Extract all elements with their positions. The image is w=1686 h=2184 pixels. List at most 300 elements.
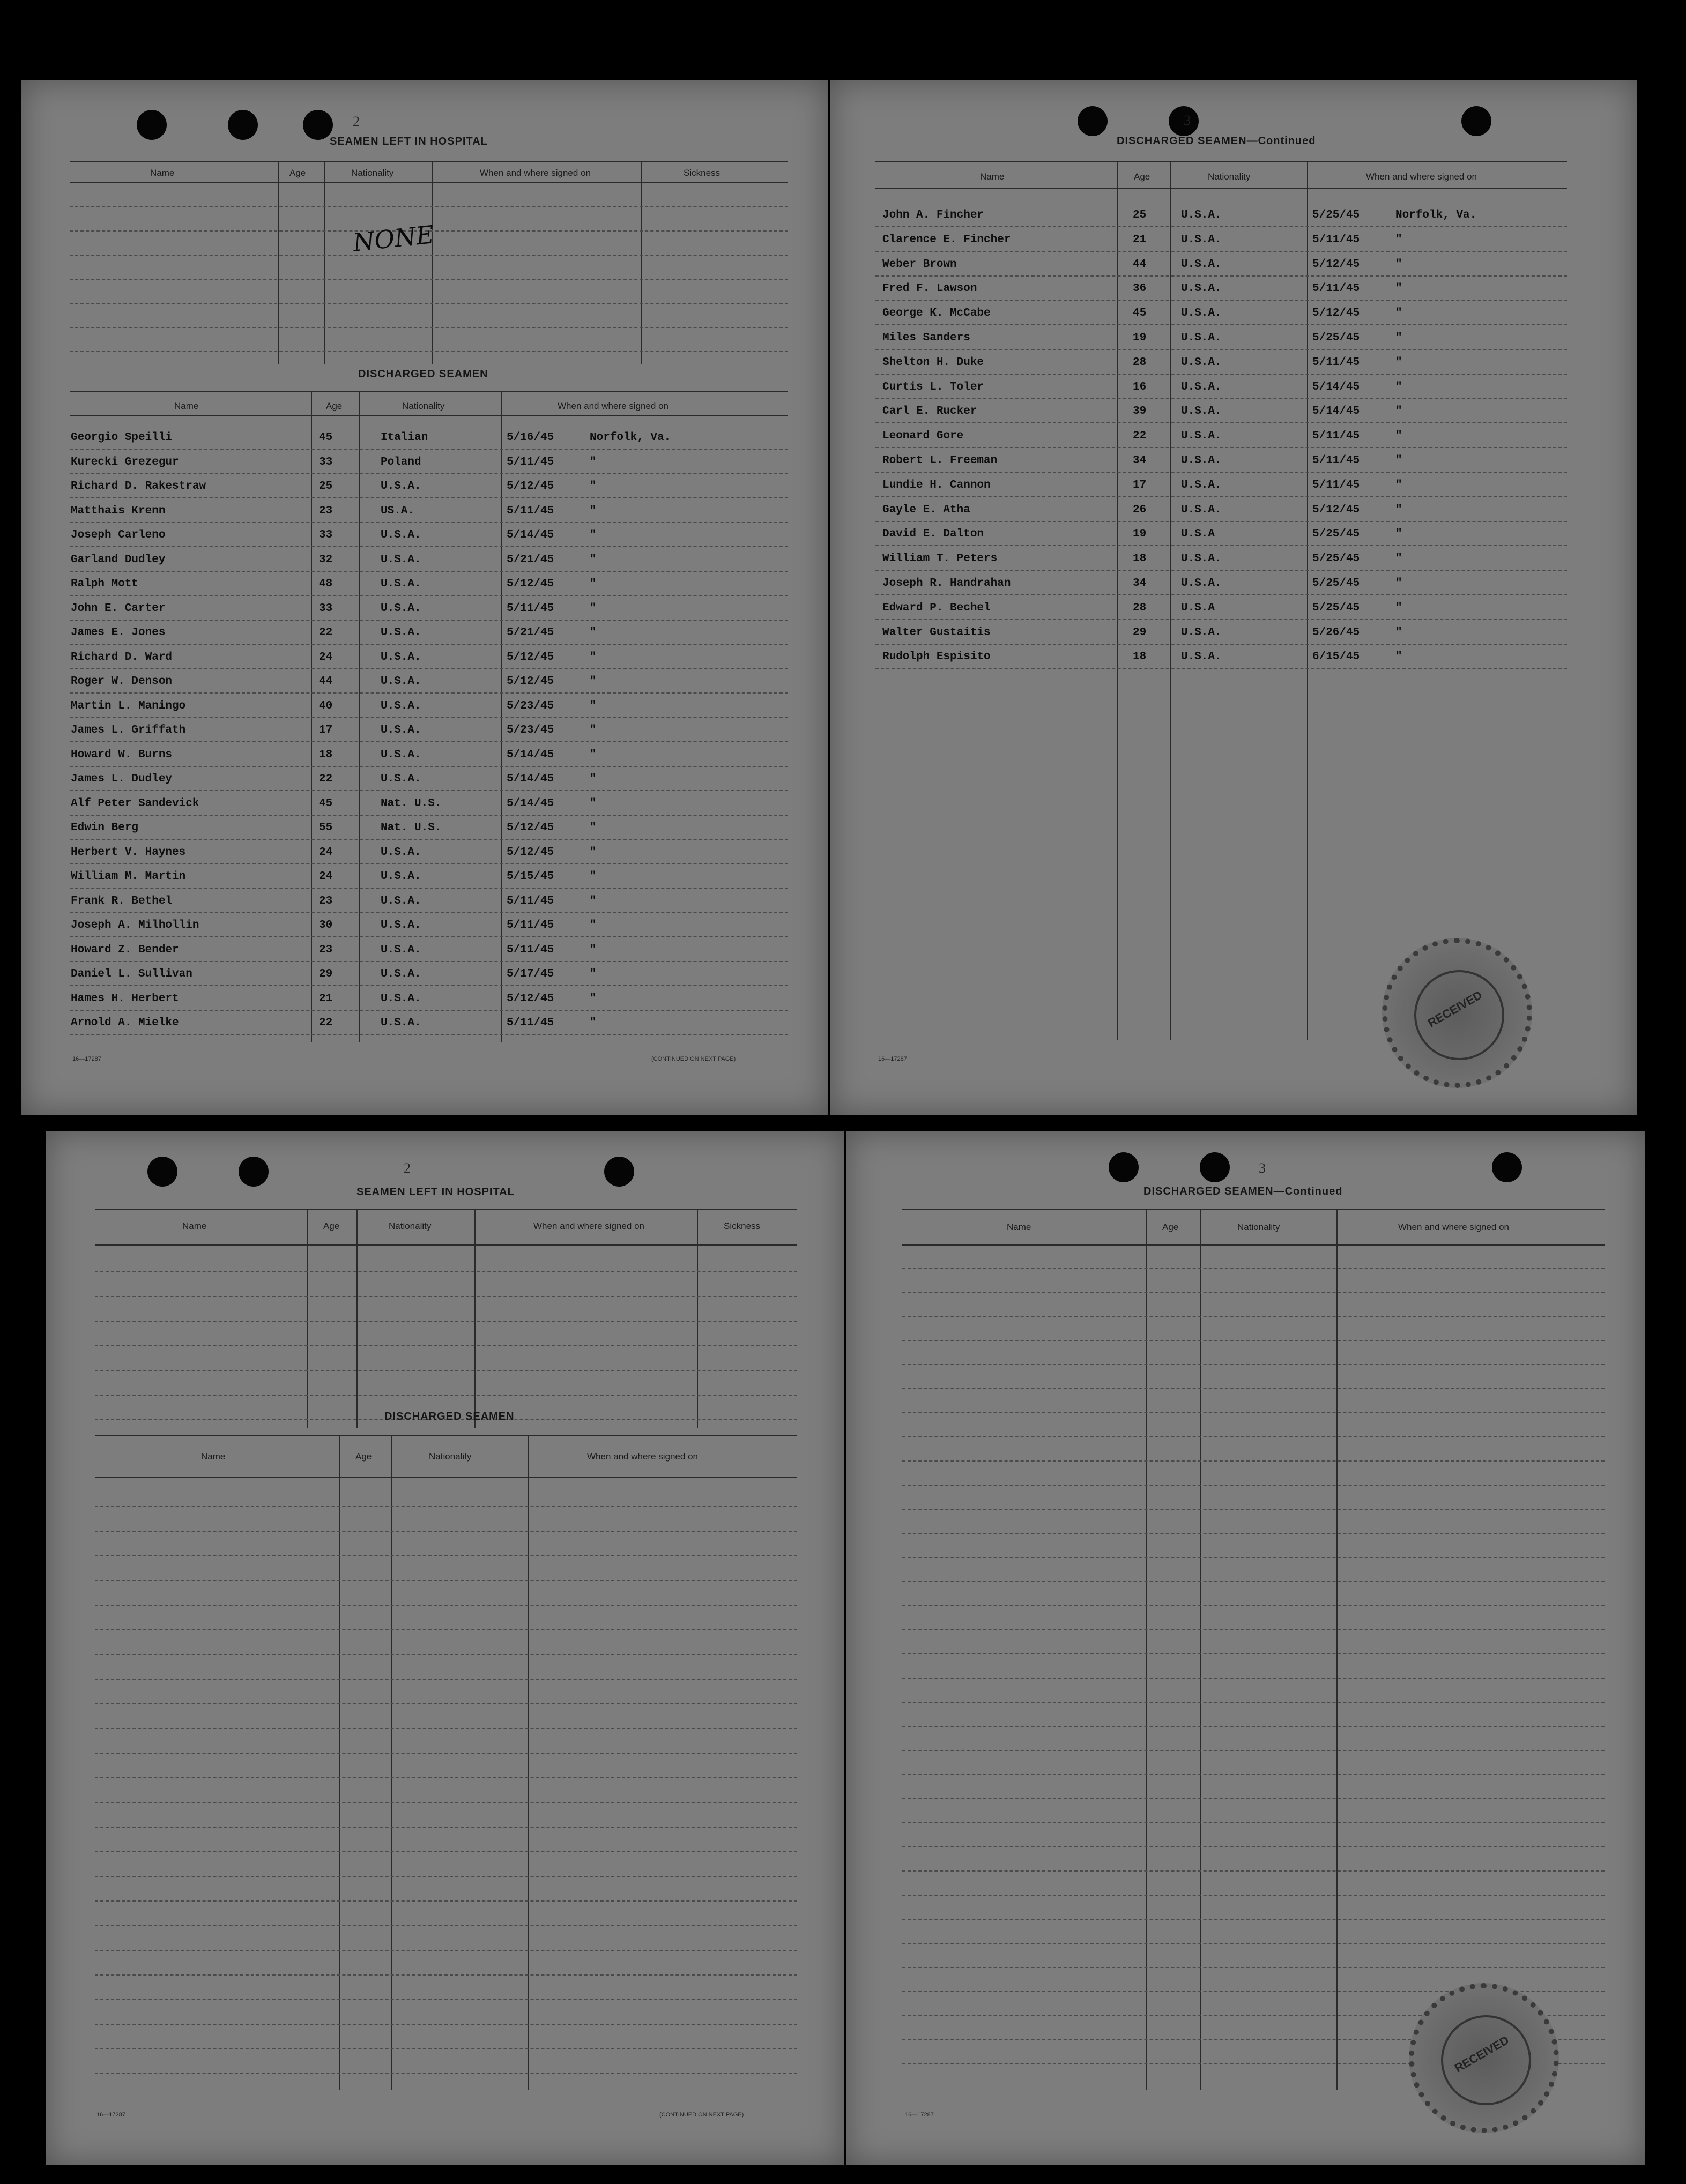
cell-nat: U.S.A. bbox=[1181, 258, 1222, 271]
cell-nat: U.S.A. bbox=[381, 773, 421, 785]
cell-age: 23 bbox=[319, 895, 333, 907]
discharged-section-title: DISCHARGED SEAMEN bbox=[358, 368, 488, 380]
cell-age: 45 bbox=[319, 431, 333, 444]
cell-age: 24 bbox=[319, 651, 333, 664]
cell-where: " bbox=[1395, 405, 1402, 418]
col-header-age: Age bbox=[323, 1221, 340, 1231]
cell-nat: U.S.A. bbox=[381, 968, 421, 980]
cell-nat: U.S.A. bbox=[1181, 209, 1222, 221]
blank-row-line bbox=[902, 1895, 1605, 1896]
form-page-2-top bbox=[21, 80, 828, 1115]
cell-where: " bbox=[1395, 430, 1402, 443]
cell-nat: U.S.A. bbox=[1181, 626, 1222, 639]
blank-row-line bbox=[902, 1726, 1605, 1727]
cell-nat: U.S.A. bbox=[381, 602, 421, 615]
cell-where: " bbox=[590, 870, 597, 883]
cell-nat: U.S.A bbox=[1181, 601, 1215, 614]
cell-name: Shelton H. Duke bbox=[882, 356, 984, 369]
blank-row-line bbox=[95, 1555, 797, 1556]
form-page-3-bottom bbox=[846, 1131, 1645, 2165]
cell-where: " bbox=[590, 480, 597, 493]
cell-age: 25 bbox=[319, 480, 333, 493]
cell-name: Hames H. Herbert bbox=[71, 992, 179, 1005]
cell-age: 23 bbox=[319, 943, 333, 956]
cell-where: " bbox=[1395, 651, 1402, 664]
blank-row-line bbox=[95, 1851, 797, 1852]
cell-age: 28 bbox=[1133, 356, 1147, 369]
cell-name: William M. Martin bbox=[71, 870, 186, 883]
blank-row-line bbox=[902, 1485, 1605, 1486]
cell-where: " bbox=[590, 1017, 597, 1029]
cell-when: 6/15/45 bbox=[1312, 651, 1360, 664]
cell-when: 5/12/45 bbox=[1312, 503, 1360, 516]
cell-name: Daniel L. Sullivan bbox=[71, 968, 192, 980]
cell-when: 5/11/45 bbox=[1312, 430, 1360, 443]
cell-age: 21 bbox=[1133, 233, 1147, 246]
cell-where: " bbox=[1395, 258, 1402, 271]
col-header-name: Name bbox=[1007, 1222, 1031, 1232]
cell-nat: U.S.A. bbox=[381, 870, 421, 883]
blank-row-line bbox=[95, 2048, 797, 2049]
blank-row-line bbox=[95, 1703, 797, 1704]
cell-name: Howard W. Burns bbox=[71, 748, 173, 761]
cell-name: John E. Carter bbox=[71, 602, 166, 615]
blank-row-line bbox=[902, 1605, 1605, 1606]
cell-nat: U.S.A. bbox=[1181, 332, 1222, 344]
punch-hole bbox=[147, 1157, 177, 1187]
col-header-age: Age bbox=[289, 168, 306, 178]
cell-where: " bbox=[590, 724, 597, 736]
cell-age: 44 bbox=[319, 675, 333, 688]
cell-name: Joseph Carleno bbox=[71, 529, 166, 541]
continued-note: (CONTINUED ON NEXT PAGE) bbox=[659, 2112, 744, 2118]
cell-when: 5/14/45 bbox=[507, 529, 554, 541]
col-header-signed-on: When and where signed on bbox=[558, 401, 669, 411]
cell-name: James L. Griffath bbox=[71, 724, 186, 736]
cell-nat: U.S.A. bbox=[381, 748, 421, 761]
page-number: 3 bbox=[1184, 113, 1191, 128]
punch-hole bbox=[1078, 106, 1108, 136]
cell-nat: U.S.A. bbox=[1181, 381, 1222, 393]
cell-nat: U.S.A. bbox=[1181, 233, 1222, 246]
cell-where: " bbox=[1395, 307, 1402, 320]
blank-row-line bbox=[902, 1822, 1605, 1823]
cell-name: Joseph R. Handrahan bbox=[882, 577, 1011, 590]
hospital-section-title: SEAMEN LEFT IN HOSPITAL bbox=[330, 136, 488, 147]
cell-when: 5/23/45 bbox=[507, 724, 554, 736]
cell-age: 30 bbox=[319, 919, 333, 931]
cell-where: " bbox=[590, 797, 597, 810]
cell-name: Howard Z. Bender bbox=[71, 943, 179, 956]
blank-row-line bbox=[902, 1412, 1605, 1413]
form-number: 16—17287 bbox=[905, 2112, 934, 2118]
cell-when: 5/11/45 bbox=[1312, 454, 1360, 467]
blank-row-line bbox=[95, 1654, 797, 1655]
page-number: 2 bbox=[404, 1160, 411, 1176]
blank-row-line bbox=[902, 1533, 1605, 1534]
cell-when: 5/15/45 bbox=[507, 870, 554, 883]
cell-when: 5/11/45 bbox=[1312, 282, 1360, 295]
cell-when: 5/14/45 bbox=[1312, 381, 1360, 393]
blank-row-line bbox=[902, 1292, 1605, 1293]
cell-age: 16 bbox=[1133, 381, 1147, 393]
continued-note: (CONTINUED ON NEXT PAGE) bbox=[651, 1056, 736, 1062]
cell-when: 5/23/45 bbox=[507, 699, 554, 712]
cell-when: 5/12/45 bbox=[507, 651, 554, 664]
cell-name: Clarence E. Fincher bbox=[882, 233, 1011, 246]
cell-when: 5/21/45 bbox=[507, 627, 554, 639]
blank-row-line bbox=[902, 1436, 1605, 1437]
blank-row-line bbox=[95, 1999, 797, 2000]
cell-when: 5/12/45 bbox=[507, 578, 554, 590]
cell-when: 5/12/45 bbox=[507, 480, 554, 493]
cell-name: Gayle E. Atha bbox=[882, 503, 970, 516]
cell-age: 33 bbox=[319, 602, 333, 615]
cell-name: Robert L. Freeman bbox=[882, 454, 998, 467]
cell-when: 5/12/45 bbox=[1312, 258, 1360, 271]
cell-age: 22 bbox=[319, 773, 333, 785]
cell-when: 5/11/45 bbox=[507, 602, 554, 615]
blank-row-line bbox=[902, 1750, 1605, 1751]
cell-nat: U.S.A. bbox=[1181, 282, 1222, 295]
discharged-continued-title: DISCHARGED SEAMEN—Continued bbox=[1117, 135, 1316, 147]
cell-name: William T. Peters bbox=[882, 553, 998, 565]
blank-row-line bbox=[902, 1653, 1605, 1654]
cell-age: 45 bbox=[319, 797, 333, 810]
cell-age: 22 bbox=[319, 627, 333, 639]
cell-name: Frank R. Bethel bbox=[71, 895, 173, 907]
cell-where: " bbox=[590, 651, 597, 664]
cell-nat: U.S.A. bbox=[1181, 553, 1222, 565]
cell-when: 5/12/45 bbox=[507, 992, 554, 1005]
blank-row-line bbox=[95, 1900, 797, 1902]
cell-nat: U.S.A. bbox=[381, 651, 421, 664]
cell-when: 5/25/45 bbox=[1312, 577, 1360, 590]
cell-nat: U.S.A. bbox=[381, 1017, 421, 1029]
blank-row-line bbox=[902, 1678, 1605, 1679]
cell-age: 40 bbox=[319, 699, 333, 712]
cell-when: 5/12/45 bbox=[507, 846, 554, 859]
cell-name: Arnold A. Mielke bbox=[71, 1017, 179, 1029]
cell-nat: U.S.A. bbox=[1181, 356, 1222, 369]
cell-age: 22 bbox=[1133, 430, 1147, 443]
punch-hole bbox=[604, 1157, 634, 1187]
cell-name: Kurecki Grezegur bbox=[71, 456, 179, 468]
blank-row-line bbox=[902, 1943, 1605, 1944]
punch-hole bbox=[303, 110, 333, 140]
col-header-nationality: Nationality bbox=[402, 401, 445, 411]
cell-age: 28 bbox=[1133, 601, 1147, 614]
cell-age: 34 bbox=[1133, 454, 1147, 467]
cell-nat: U.S.A. bbox=[381, 992, 421, 1005]
blank-row-line bbox=[95, 1974, 797, 1976]
cell-where: " bbox=[1395, 479, 1402, 491]
punch-hole bbox=[1461, 106, 1491, 136]
cell-when: 5/25/45 bbox=[1312, 209, 1360, 221]
cell-where: " bbox=[1395, 381, 1402, 393]
form-number: 16—17287 bbox=[72, 1056, 101, 1062]
blank-row-line bbox=[95, 2073, 797, 2074]
blank-row-line bbox=[902, 1509, 1605, 1510]
col-header-name: Name bbox=[182, 1221, 207, 1231]
cell-age: 19 bbox=[1133, 528, 1147, 541]
cell-name: Joseph A. Milhollin bbox=[71, 919, 199, 931]
col-header-signed-on: When and where signed on bbox=[587, 1451, 698, 1462]
discharged-continued-title: DISCHARGED SEAMEN—Continued bbox=[1143, 1186, 1343, 1197]
received-stamp: RECEIVED bbox=[1382, 938, 1532, 1088]
blank-row-line bbox=[902, 1629, 1605, 1630]
cell-where: " bbox=[590, 529, 597, 541]
cell-where: " bbox=[1395, 356, 1402, 369]
cell-where: " bbox=[590, 773, 597, 785]
cell-age: 24 bbox=[319, 846, 333, 859]
col-header-age: Age bbox=[326, 401, 343, 411]
cell-age: 55 bbox=[319, 822, 333, 834]
cell-name: Carl E. Rucker bbox=[882, 405, 977, 418]
cell-nat: U.S.A. bbox=[381, 724, 421, 736]
cell-nat: U.S.A. bbox=[381, 943, 421, 956]
cell-when: 5/11/45 bbox=[507, 943, 554, 956]
cell-nat: U.S.A. bbox=[381, 699, 421, 712]
cell-nat: U.S.A. bbox=[381, 578, 421, 590]
cell-nat: Italian bbox=[381, 431, 428, 444]
form-page-2-bottom bbox=[46, 1131, 844, 2165]
col-header-signed-on: When and where signed on bbox=[1398, 1222, 1509, 1232]
cell-where: " bbox=[590, 968, 597, 980]
punch-hole bbox=[1492, 1152, 1522, 1182]
cell-nat: U.S.A bbox=[1181, 528, 1215, 541]
cell-age: 23 bbox=[319, 504, 333, 517]
none-handwritten-note: NONE bbox=[351, 220, 436, 257]
page-number: 3 bbox=[1259, 1160, 1266, 1176]
cell-nat: U.S.A. bbox=[1181, 430, 1222, 443]
cell-when: 5/11/45 bbox=[507, 919, 554, 931]
blank-row-line bbox=[902, 1967, 1605, 1968]
blank-row-line bbox=[95, 1580, 797, 1581]
page-number: 2 bbox=[353, 114, 360, 129]
col-header-nationality: Nationality bbox=[1208, 172, 1251, 182]
cell-name: Walter Gustaitis bbox=[882, 626, 991, 639]
col-header-nationality: Nationality bbox=[1237, 1222, 1280, 1232]
cell-where: Norfolk, Va. bbox=[1395, 209, 1477, 221]
form-number: 16—17287 bbox=[96, 2112, 125, 2118]
cell-nat: U.S.A. bbox=[381, 480, 421, 493]
cell-age: 25 bbox=[1133, 209, 1147, 221]
cell-age: 48 bbox=[319, 578, 333, 590]
col-header-name: Name bbox=[150, 168, 175, 178]
cell-name: Matthais Krenn bbox=[71, 504, 166, 517]
cell-when: 5/11/45 bbox=[1312, 233, 1360, 246]
cell-where: " bbox=[1395, 577, 1402, 590]
col-header-age: Age bbox=[355, 1451, 372, 1462]
cell-where: " bbox=[1395, 233, 1402, 246]
cell-when: 5/25/45 bbox=[1312, 601, 1360, 614]
cell-age: 17 bbox=[319, 724, 333, 736]
cell-when: 5/11/45 bbox=[507, 895, 554, 907]
cell-name: Miles Sanders bbox=[882, 332, 970, 344]
cell-when: 5/25/45 bbox=[1312, 332, 1360, 344]
blank-row-line bbox=[95, 1777, 797, 1778]
cell-where: " bbox=[1395, 553, 1402, 565]
cell-when: 5/25/45 bbox=[1312, 528, 1360, 541]
col-header-name: Name bbox=[201, 1451, 226, 1462]
col-header-nationality: Nationality bbox=[351, 168, 394, 178]
cell-nat: U.S.A. bbox=[1181, 405, 1222, 418]
blank-row-line bbox=[902, 1846, 1605, 1847]
punch-hole bbox=[1109, 1152, 1139, 1182]
punch-hole bbox=[137, 110, 167, 140]
cell-when: 5/12/45 bbox=[507, 822, 554, 834]
cell-age: 29 bbox=[319, 968, 333, 980]
cell-age: 21 bbox=[319, 992, 333, 1005]
blank-row-line bbox=[902, 1364, 1605, 1365]
cell-nat: U.S.A. bbox=[1181, 479, 1222, 491]
cell-when: 5/11/45 bbox=[1312, 479, 1360, 491]
cell-age: 34 bbox=[1133, 577, 1147, 590]
cell-name: Weber Brown bbox=[882, 258, 957, 271]
cell-nat: U.S.A. bbox=[381, 919, 421, 931]
cell-nat: U.S.A. bbox=[1181, 503, 1222, 516]
cell-name: David E. Dalton bbox=[882, 528, 984, 541]
blank-row-line bbox=[902, 1581, 1605, 1582]
col-header-age: Age bbox=[1134, 172, 1150, 182]
cell-nat: U.S.A. bbox=[381, 529, 421, 541]
blank-row-line bbox=[95, 1876, 797, 1877]
cell-when: 5/12/45 bbox=[1312, 307, 1360, 320]
cell-age: 36 bbox=[1133, 282, 1147, 295]
blank-row-line bbox=[902, 1702, 1605, 1703]
cell-when: 5/11/45 bbox=[507, 1017, 554, 1029]
cell-age: 24 bbox=[319, 870, 333, 883]
cell-age: 39 bbox=[1133, 405, 1147, 418]
cell-where: " bbox=[590, 846, 597, 859]
cell-age: 22 bbox=[319, 1017, 333, 1029]
cell-where: " bbox=[1395, 528, 1402, 541]
blank-row-line bbox=[902, 1388, 1605, 1389]
cell-age: 33 bbox=[319, 456, 333, 468]
cell-name: Edwin Berg bbox=[71, 822, 139, 834]
cell-name: James E. Jones bbox=[71, 627, 166, 639]
col-header-sickness: Sickness bbox=[684, 168, 721, 178]
cell-name: Richard D. Ward bbox=[71, 651, 173, 664]
blank-row-line bbox=[902, 1919, 1605, 1920]
cell-when: 5/11/45 bbox=[507, 504, 554, 517]
blank-row-line bbox=[902, 1268, 1605, 1269]
cell-name: George K. McCabe bbox=[882, 307, 991, 320]
cell-when: 5/14/45 bbox=[1312, 405, 1360, 418]
cell-age: 45 bbox=[1133, 307, 1147, 320]
cell-nat: US.A. bbox=[381, 504, 415, 517]
col-header-nationality: Nationality bbox=[429, 1451, 472, 1462]
cell-nat: U.S.A. bbox=[1181, 577, 1222, 590]
blank-row-line bbox=[902, 1316, 1605, 1317]
cell-when: 5/26/45 bbox=[1312, 626, 1360, 639]
blank-row-line bbox=[902, 1460, 1605, 1462]
cell-nat: U.S.A. bbox=[381, 627, 421, 639]
cell-when: 5/21/45 bbox=[507, 553, 554, 566]
cell-nat: Poland bbox=[381, 456, 421, 468]
cell-name: Leonard Gore bbox=[882, 430, 964, 443]
blank-row-line bbox=[95, 1802, 797, 1803]
cell-age: 29 bbox=[1133, 626, 1147, 639]
col-header-signed-on: When and where signed on bbox=[533, 1221, 644, 1231]
blank-row-line bbox=[902, 1340, 1605, 1341]
cell-where: " bbox=[590, 553, 597, 566]
blank-row-line bbox=[95, 1925, 797, 1926]
cell-where: " bbox=[1395, 332, 1402, 344]
blank-row-line bbox=[902, 1870, 1605, 1872]
cell-where: " bbox=[590, 943, 597, 956]
cell-name: Fred F. Lawson bbox=[882, 282, 977, 295]
cell-where: " bbox=[590, 627, 597, 639]
col-header-signed-on: When and where signed on bbox=[1366, 172, 1477, 182]
cell-age: 18 bbox=[1133, 553, 1147, 565]
punch-hole bbox=[228, 110, 258, 140]
cell-where: " bbox=[590, 504, 597, 517]
cell-name: Alf Peter Sandevick bbox=[71, 797, 199, 810]
cell-name: Georgio Speilli bbox=[71, 431, 173, 444]
cell-when: 5/14/45 bbox=[507, 773, 554, 785]
blank-row-line bbox=[95, 1728, 797, 1729]
cell-where: " bbox=[590, 919, 597, 931]
cell-name: James L. Dudley bbox=[71, 773, 173, 785]
cell-where: " bbox=[590, 992, 597, 1005]
punch-hole bbox=[1200, 1152, 1230, 1182]
cell-where: " bbox=[590, 578, 597, 590]
cell-where: " bbox=[590, 895, 597, 907]
blank-row-line bbox=[902, 1774, 1605, 1775]
blank-row-line bbox=[95, 1679, 797, 1680]
cell-where: " bbox=[590, 748, 597, 761]
cell-name: Rudolph Espisito bbox=[882, 651, 991, 664]
cell-when: 5/25/45 bbox=[1312, 553, 1360, 565]
cell-name: Edward P. Bechel bbox=[882, 601, 991, 614]
cell-when: 5/17/45 bbox=[507, 968, 554, 980]
cell-when: 5/11/45 bbox=[507, 456, 554, 468]
blank-row-line bbox=[95, 1629, 797, 1630]
blank-row-line bbox=[95, 1506, 797, 1507]
col-header-sickness: Sickness bbox=[724, 1221, 761, 1231]
cell-age: 19 bbox=[1133, 332, 1147, 344]
cell-nat: U.S.A. bbox=[1181, 651, 1222, 664]
cell-when: 5/14/45 bbox=[507, 797, 554, 810]
hospital-section-title: SEAMEN LEFT IN HOSPITAL bbox=[356, 1186, 515, 1198]
cell-age: 18 bbox=[1133, 651, 1147, 664]
cell-when: 5/12/45 bbox=[507, 675, 554, 688]
cell-where: " bbox=[590, 822, 597, 834]
col-header-signed-on: When and where signed on bbox=[480, 168, 591, 178]
cell-age: 18 bbox=[319, 748, 333, 761]
cell-name: Martin L. Maningo bbox=[71, 699, 186, 712]
blank-row-line bbox=[95, 2024, 797, 2025]
cell-when: 5/14/45 bbox=[507, 748, 554, 761]
blank-row-line bbox=[95, 1753, 797, 1754]
received-stamp: RECEIVED bbox=[1409, 1983, 1559, 2133]
cell-where: " bbox=[590, 602, 597, 615]
cell-nat: U.S.A. bbox=[381, 553, 421, 566]
cell-where: " bbox=[1395, 626, 1402, 639]
cell-name: Roger W. Denson bbox=[71, 675, 173, 688]
cell-name: Lundie H. Cannon bbox=[882, 479, 991, 491]
cell-nat: U.S.A. bbox=[1181, 307, 1222, 320]
cell-where: " bbox=[590, 699, 597, 712]
cell-nat: U.S.A. bbox=[381, 675, 421, 688]
cell-nat: Nat. U.S. bbox=[381, 797, 442, 810]
cell-where: " bbox=[590, 675, 597, 688]
cell-where: " bbox=[1395, 454, 1402, 467]
cell-age: 32 bbox=[319, 553, 333, 566]
col-header-age: Age bbox=[1162, 1222, 1179, 1232]
